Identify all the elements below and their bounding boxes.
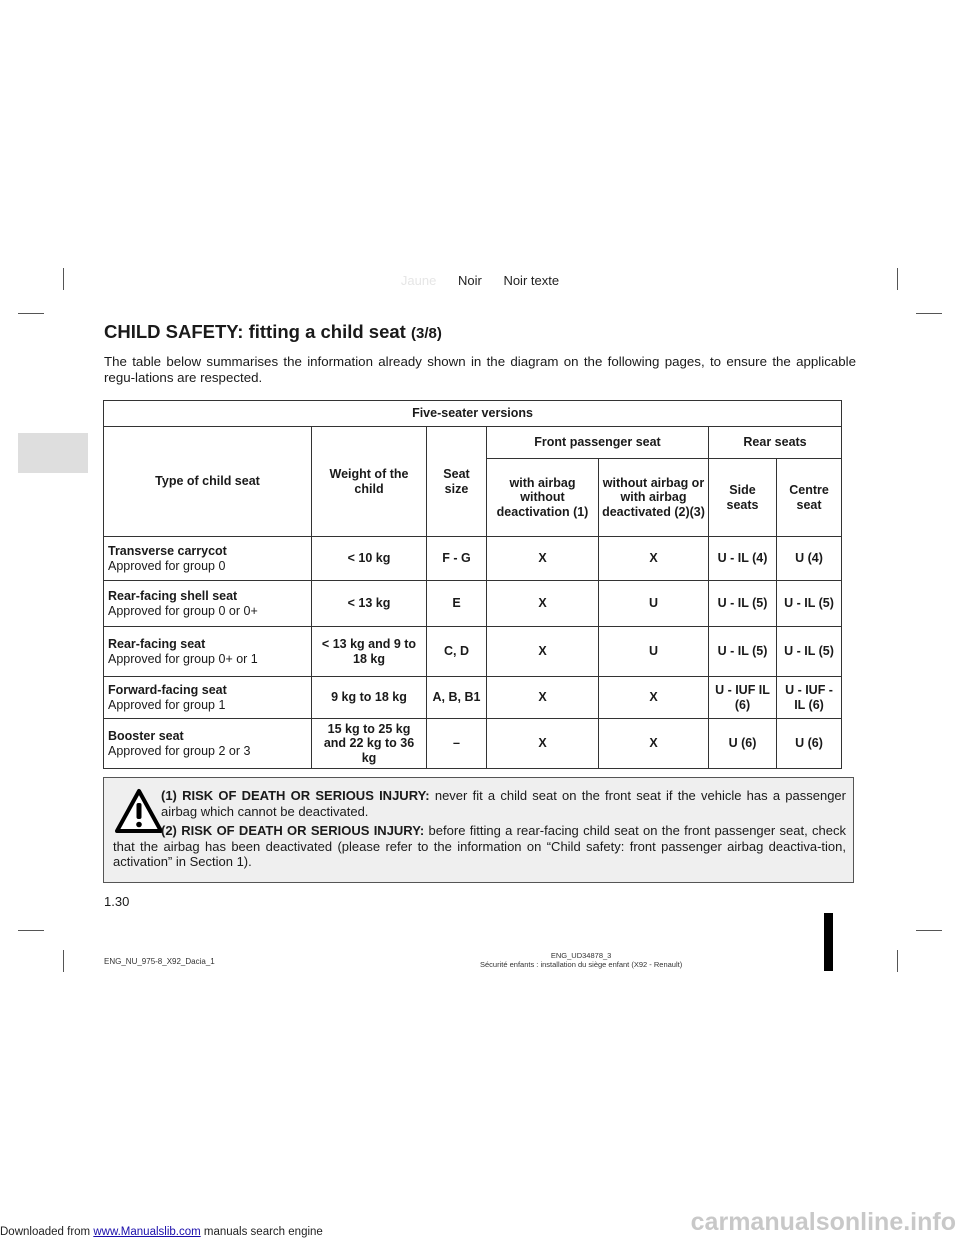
download-banner-suffix: manuals search engine bbox=[200, 1226, 323, 1238]
page-title bbox=[104, 321, 442, 343]
centre-seat-cell: U - IUF - IL (6) bbox=[777, 677, 842, 719]
seat-type-group: Approved for group 2 or 3 bbox=[108, 743, 251, 758]
seat-type-cell bbox=[104, 677, 312, 719]
crop-mark bbox=[916, 930, 942, 931]
size-cell: E bbox=[427, 581, 487, 627]
child-seat-table bbox=[103, 400, 842, 769]
section-tab bbox=[18, 433, 88, 473]
crop-mark bbox=[63, 950, 64, 972]
color-label-noir: Noir bbox=[457, 273, 482, 288]
color-label-noir-texte: Noir texte bbox=[503, 273, 560, 288]
seat-type-group: Approved for group 0 bbox=[108, 558, 226, 573]
with-airbag-cell: X bbox=[487, 719, 599, 769]
with-airbag-cell: X bbox=[487, 627, 599, 677]
centre-seat-cell: U (6) bbox=[777, 719, 842, 769]
header-side-seats: Side seats bbox=[709, 459, 777, 537]
warning-2-heading: (2) RISK OF DEATH OR SERIOUS INJURY: bbox=[161, 823, 425, 838]
table-row bbox=[104, 581, 842, 627]
crop-mark bbox=[18, 313, 44, 314]
warning-2-text: before fitting a rear-facing child seat on the front passenger seat, check that the airbag has been deactivated (please refer to the information on “Child safety: front passenger airbag deactiva-tion, activation” in Section 1). bbox=[113, 823, 846, 869]
weight-cell: 9 kg to 18 kg bbox=[312, 677, 427, 719]
weight-cell: < 13 kg and 9 to 18 kg bbox=[312, 627, 427, 677]
warning-paragraph-1 bbox=[161, 788, 846, 819]
table-caption: Five-seater versions bbox=[104, 401, 842, 427]
table-row bbox=[104, 677, 842, 719]
footer-doc-code: ENG_NU_975-8_X92_Dacia_1 bbox=[104, 957, 215, 966]
seat-type-name: Forward-facing seat bbox=[108, 683, 227, 697]
size-cell: – bbox=[427, 719, 487, 769]
page-number: 1.30 bbox=[104, 894, 130, 909]
without-airbag-cell: X bbox=[599, 537, 709, 581]
header-front-passenger: Front passenger seat bbox=[487, 427, 709, 459]
table-row bbox=[104, 719, 842, 769]
without-airbag-cell: X bbox=[599, 719, 709, 769]
crop-mark bbox=[18, 930, 44, 931]
side-seat-cell: U - IUF IL (6) bbox=[709, 677, 777, 719]
with-airbag-cell: X bbox=[487, 677, 599, 719]
warning-paragraph-2 bbox=[113, 823, 846, 870]
download-banner bbox=[0, 1226, 323, 1238]
table-row bbox=[104, 627, 842, 677]
page-title-main: CHILD SAFETY: fitting a child seat bbox=[104, 321, 406, 342]
registration-bar bbox=[824, 913, 833, 971]
header-rear-seats: Rear seats bbox=[709, 427, 842, 459]
warning-1-text: never fit a child seat on the front seat if the vehicle has a passenger airbag which cannot be deactivated. bbox=[161, 788, 846, 819]
manualslib-link[interactable]: www.Manualslib.com bbox=[93, 1226, 201, 1238]
header-weight: Weight of the child bbox=[312, 427, 427, 537]
crop-mark bbox=[897, 950, 898, 972]
side-seat-cell: U - IL (5) bbox=[709, 627, 777, 677]
centre-seat-cell: U (4) bbox=[777, 537, 842, 581]
side-seat-cell: U (6) bbox=[709, 719, 777, 769]
crop-mark bbox=[916, 313, 942, 314]
color-separation-labels bbox=[0, 273, 960, 288]
without-airbag-cell: U bbox=[599, 581, 709, 627]
footer-reference bbox=[480, 951, 682, 969]
seat-type-cell bbox=[104, 627, 312, 677]
without-airbag-cell: U bbox=[599, 627, 709, 677]
seat-type-name: Transverse carrycot bbox=[108, 544, 227, 558]
seat-type-name: Rear-facing seat bbox=[108, 637, 206, 651]
side-seat-cell: U - IL (5) bbox=[709, 581, 777, 627]
table-row bbox=[104, 537, 842, 581]
with-airbag-cell: X bbox=[487, 537, 599, 581]
seat-type-name: Booster seat bbox=[108, 729, 184, 743]
header-centre-seat: Centre seat bbox=[777, 459, 842, 537]
seat-type-cell bbox=[104, 581, 312, 627]
page-title-part: (3/8) bbox=[410, 325, 442, 342]
seat-type-group: Approved for group 0+ or 1 bbox=[108, 651, 258, 666]
weight-cell: < 10 kg bbox=[312, 537, 427, 581]
header-without-airbag: without airbag or with airbag deactivated (2)(3) bbox=[599, 459, 709, 537]
header-type: Type of child seat bbox=[104, 427, 312, 537]
weight-cell: 15 kg to 25 kg and 22 kg to 36 kg bbox=[312, 719, 427, 769]
size-cell: A, B, B1 bbox=[427, 677, 487, 719]
header-size: Seat size bbox=[427, 427, 487, 537]
without-airbag-cell: X bbox=[599, 677, 709, 719]
seat-type-group: Approved for group 0 or 0+ bbox=[108, 603, 258, 618]
watermark: carmanualsonline.info bbox=[690, 1208, 956, 1236]
intro-paragraph: The table below summarises the information already shown in the diagram on the following pages, to ensure the applicable regu-lations are respected. bbox=[104, 354, 856, 385]
with-airbag-cell: X bbox=[487, 581, 599, 627]
warning-1-heading: (1) RISK OF DEATH OR SERIOUS INJURY: bbox=[161, 788, 430, 803]
footer-reference-title: Sécurité enfants : installation du siège enfant (X92 - Renault) bbox=[480, 960, 683, 969]
color-label-jaune: Jaune bbox=[400, 273, 437, 288]
centre-seat-cell: U - IL (5) bbox=[777, 581, 842, 627]
warning-box bbox=[103, 777, 854, 883]
seat-type-name: Rear-facing shell seat bbox=[108, 589, 238, 603]
seat-type-cell bbox=[104, 537, 312, 581]
seat-type-group: Approved for group 1 bbox=[108, 697, 226, 712]
centre-seat-cell: U - IL (5) bbox=[777, 627, 842, 677]
size-cell: C, D bbox=[427, 627, 487, 677]
download-banner-prefix: Downloaded from bbox=[0, 1226, 94, 1238]
seat-type-cell bbox=[104, 719, 312, 769]
header-with-airbag: with airbag without deactivation (1) bbox=[487, 459, 599, 537]
side-seat-cell: U - IL (4) bbox=[709, 537, 777, 581]
footer-reference-code: ENG_UD34878_3 bbox=[550, 951, 612, 960]
weight-cell: < 13 kg bbox=[312, 581, 427, 627]
size-cell: F - G bbox=[427, 537, 487, 581]
